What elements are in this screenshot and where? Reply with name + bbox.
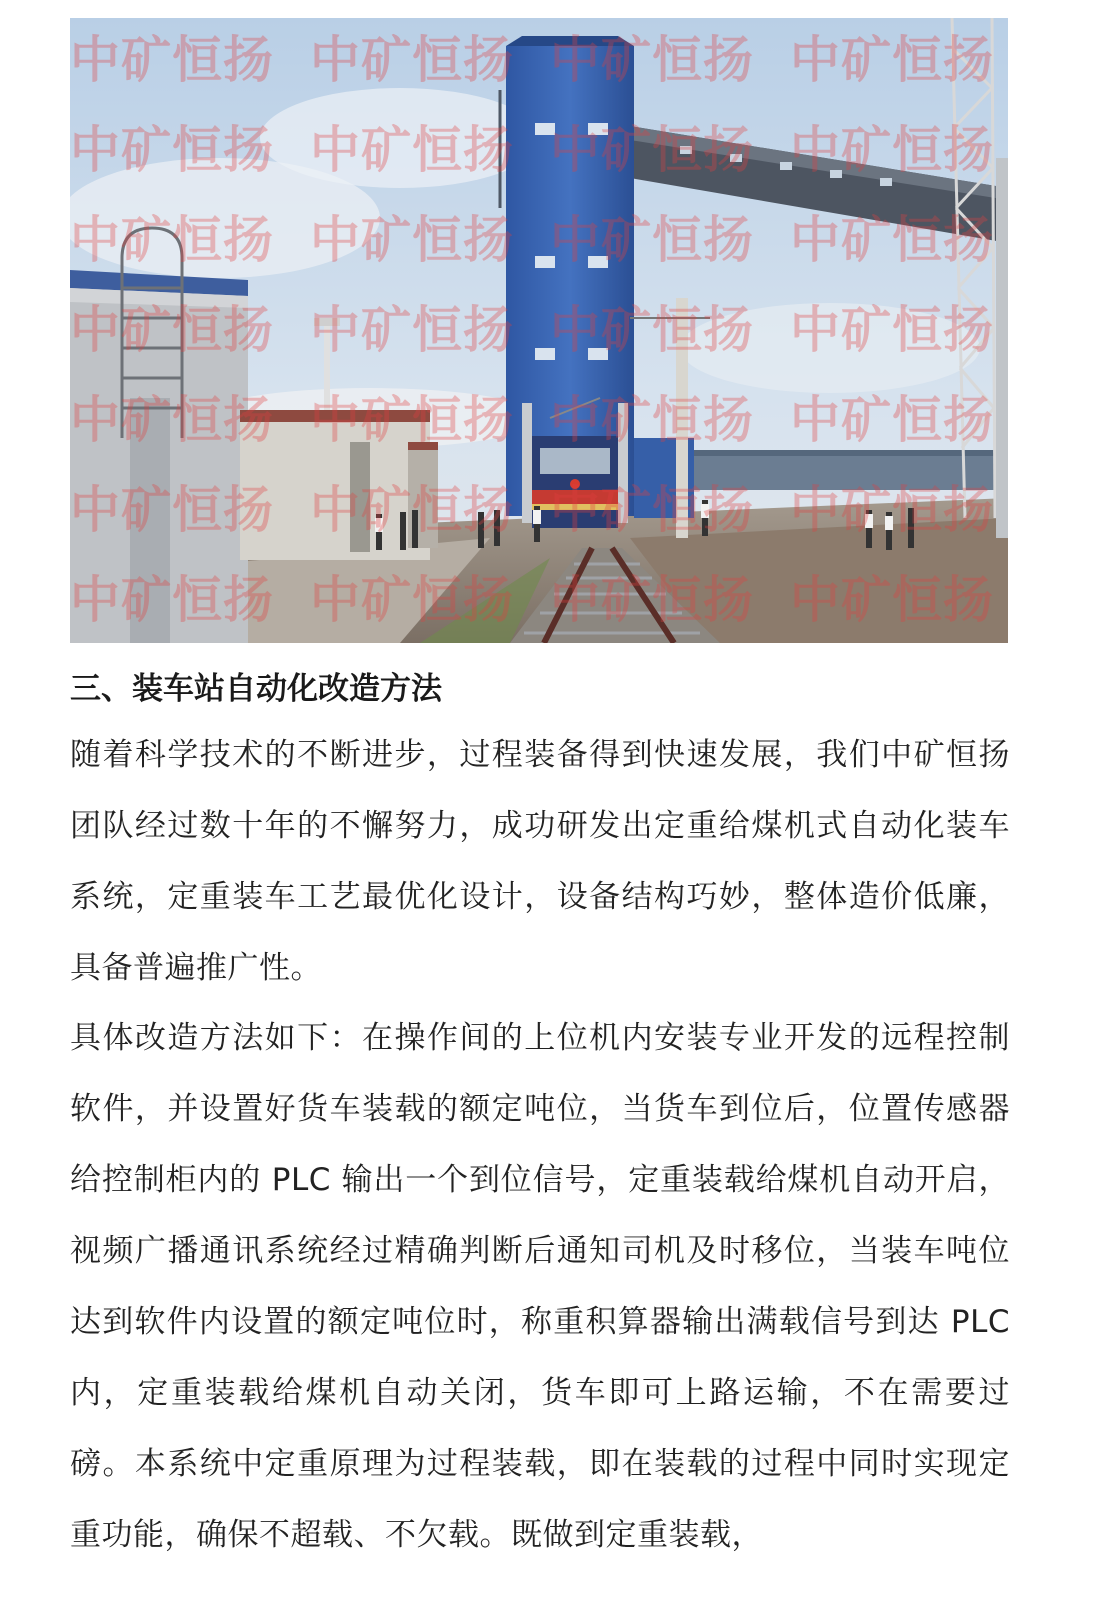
watermark-text: 中矿恒扬 bbox=[550, 391, 754, 449]
section-heading: 三、装车站自动化改造方法 bbox=[70, 671, 442, 707]
watermark-text: 中矿恒扬 bbox=[550, 301, 754, 359]
watermark-text: 中矿恒扬 bbox=[550, 121, 754, 179]
watermark-text: 中矿恒扬 bbox=[70, 571, 274, 629]
watermark-text: 中矿恒扬 bbox=[70, 391, 274, 449]
watermark-text: 中矿恒扬 bbox=[790, 481, 994, 539]
watermark-text: 中矿恒扬 bbox=[70, 121, 274, 179]
watermark-text: 中矿恒扬 bbox=[70, 301, 274, 359]
watermark-text: 中矿恒扬 bbox=[310, 31, 514, 89]
watermark-text: 中矿恒扬 bbox=[790, 211, 994, 269]
watermark-text: 中矿恒扬 bbox=[310, 391, 514, 449]
paragraph-intro: 随着科学技术的不断进步，过程装备得到快速发展，我们中矿恒扬团队经过数十年的不懈努力，成功研发出定重给煤机式自动化装车系统，定重装车工艺最优化设计，设备结构巧妙，整体造价低廉，具备普遍推广性。 bbox=[70, 737, 1010, 986]
photo-illustration bbox=[70, 18, 1008, 643]
watermark-text: 中矿恒扬 bbox=[70, 31, 274, 89]
loading-station-photo bbox=[70, 18, 1008, 643]
watermark-text: 中矿恒扬 bbox=[70, 481, 274, 539]
watermark-text: 中矿恒扬 bbox=[550, 31, 754, 89]
watermark-text: 中矿恒扬 bbox=[310, 301, 514, 359]
watermark-text: 中矿恒扬 bbox=[550, 211, 754, 269]
watermark-text: 中矿恒扬 bbox=[310, 211, 514, 269]
watermark-text: 中矿恒扬 bbox=[310, 571, 514, 629]
paragraph-method: 具体改造方法如下：在操作间的上位机内安装专业开发的远程控制软件，并设置好货车装载的额定吨位，当货车到位后，位置传感器给控制柜内的 PLC 输出一个到位信号，定重装载给煤机自动开启，视频广播通讯系统经过精确判断后通知司机及时移位，当装车吨位达到软件内设置的额定吨位时，称重积算器输出满载信号到达 PLC 内，定重装载给煤机自动关闭，货车即可上路运输，不在需要过磅。本系统中定重原理为过程装载，即在装载的过程中同时实现定重功能，确保不超载、不欠载。既做到定重装载， bbox=[70, 1020, 1010, 1553]
watermark-text: 中矿恒扬 bbox=[790, 31, 994, 89]
watermark-text: 中矿恒扬 bbox=[790, 391, 994, 449]
watermark-text: 中矿恒扬 bbox=[310, 481, 514, 539]
catenary-pole bbox=[676, 298, 688, 538]
watermark-text: 中矿恒扬 bbox=[790, 301, 994, 359]
watermark-text: 中矿恒扬 bbox=[310, 121, 514, 179]
watermark-text: 中矿恒扬 bbox=[550, 481, 754, 539]
watermark-text: 中矿恒扬 bbox=[790, 121, 994, 179]
watermark-text: 中矿恒扬 bbox=[70, 211, 274, 269]
watermark-text: 中矿恒扬 bbox=[550, 571, 754, 629]
watermark-text: 中矿恒扬 bbox=[790, 571, 994, 629]
